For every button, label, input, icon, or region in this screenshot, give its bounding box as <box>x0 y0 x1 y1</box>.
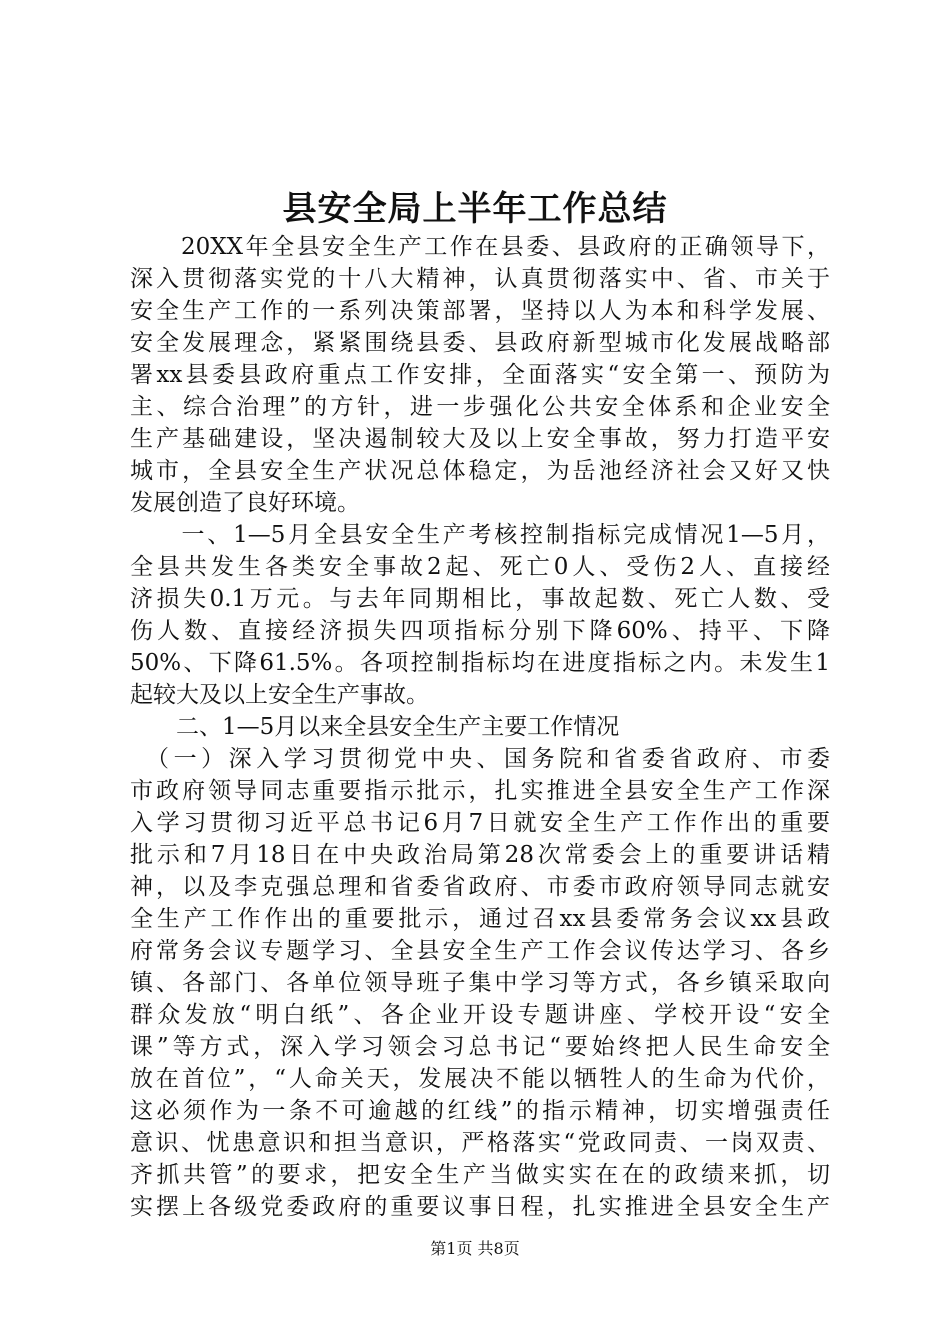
body-line: 全生产工作作出的重要批示，通过召xx县委常务会议xx县政 <box>130 906 830 932</box>
body-line: 安全发展理念，紧紧围绕县委、县政府新型城市化发展战略部 <box>130 330 830 356</box>
body-line: 课”等方式，深入学习领会习总书记“要始终把人民生命安全 <box>130 1034 830 1060</box>
body-line: 放在首位”，“人命关天，发展决不能以牺牲人的生命为代价， <box>130 1066 830 1092</box>
body-line: 入学习贯彻习近平总书记6月7日就安全生产工作作出的重要 <box>130 810 830 836</box>
body-line: 意识、忧患意识和担当意识，严格落实“党政同责、一岗双责、 <box>130 1130 830 1156</box>
body-line: 市政府领导同志重要指示批示，扎实推进全县安全生产工作深 <box>130 778 830 804</box>
body-line: 批示和7月18日在中央政治局第28次常委会上的重要讲话精 <box>130 842 830 868</box>
body-line: 府常务会议专题学习、全县安全生产工作会议传达学习、各乡 <box>130 938 830 964</box>
body-line: 城市，全县安全生产状况总体稳定，为岳池经济社会又好又快 <box>130 458 830 484</box>
body-line: （一）深入学习贯彻党中央、国务院和省委省政府、市委 <box>130 746 830 772</box>
body-line: 济损失0.1万元。与去年同期相比，事故起数、死亡人数、受 <box>130 586 830 612</box>
body-line: 神，以及李克强总理和省委省政府、市委市政府领导同志就安 <box>130 874 830 900</box>
body-line: 实摆上各级党委政府的重要议事日程，扎实推进全县安全生产 <box>130 1194 830 1220</box>
body-line: 起较大及以上安全生产事故。 <box>130 682 429 708</box>
body-line: 这必须作为一条不可逾越的红线”的指示精神，切实增强责任 <box>130 1098 830 1124</box>
section-heading: 二、1—5月以来全县安全生产主要工作情况 <box>130 714 620 740</box>
page-number: 第1页 共8页 <box>430 1239 520 1258</box>
body-line: 一、1—5月全县安全生产考核控制指标完成情况1—5月， <box>130 522 830 548</box>
body-line: 生产基础建设，坚决遏制较大及以上安全事故，努力打造平安 <box>130 426 830 452</box>
body-line: 署xx县委县政府重点工作安排，全面落实“安全第一、预防为 <box>130 362 830 388</box>
body-line: 全县共发生各类安全事故2起、死亡0人、受伤2人、直接经 <box>130 554 830 580</box>
body-line: 发展创造了良好环境。 <box>130 490 360 516</box>
body-line: 主、综合治理”的方针，进一步强化公共安全体系和企业安全 <box>130 394 830 420</box>
body-line: 镇、各部门、各单位领导班子集中学习等方式，各乡镇采取向 <box>130 970 830 996</box>
body-line: 群众发放“明白纸”、各企业开设专题讲座、学校开设“安全 <box>130 1002 830 1028</box>
body-line: 齐抓共管”的要求，把安全生产当做实实在在的政绩来抓，切 <box>130 1162 830 1188</box>
body-line: 50%、下降61.5%。各项控制指标均在进度指标之内。未发生1 <box>130 650 830 676</box>
body-line: 安全生产工作的一系列决策部署，坚持以人为本和科学发展、 <box>130 298 830 324</box>
body-line: 20XX年全县安全生产工作在县委、县政府的正确领导下， <box>130 234 830 260</box>
body-line: 深入贯彻落实党的十八大精神，认真贯彻落实中、省、市关于 <box>130 266 830 292</box>
body-line: 伤人数、直接经济损失四项指标分别下降60%、持平、下降 <box>130 618 830 644</box>
document-title: 县安全局上半年工作总结 <box>282 189 668 229</box>
